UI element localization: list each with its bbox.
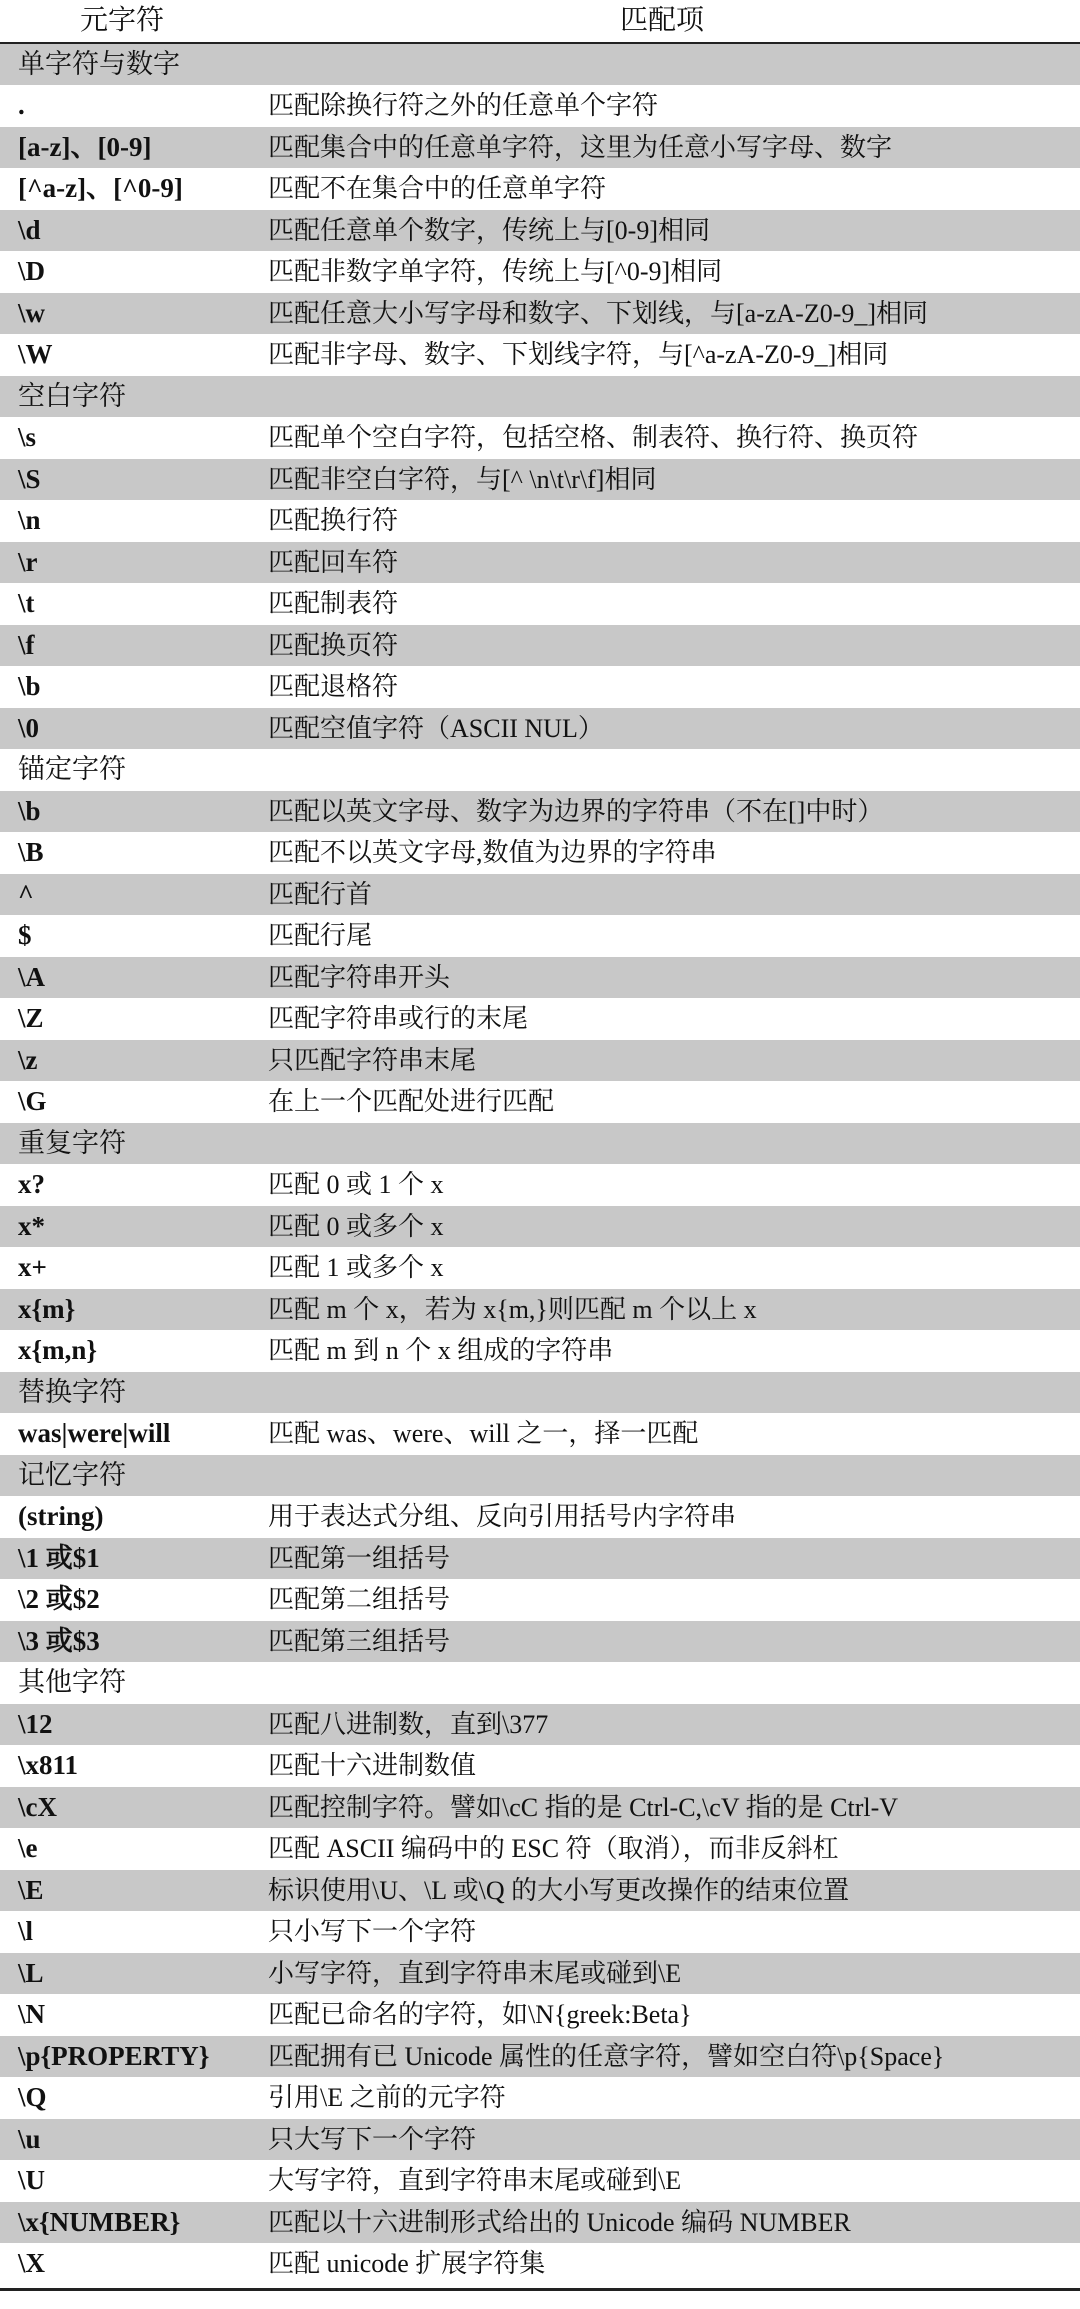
description-cell: 用于表达式分组、反向引用括号内字符串 — [268, 1502, 737, 1531]
table-row — [0, 1413, 1080, 1455]
table-row — [0, 1828, 1080, 1870]
metacharacter-cell: (string) — [18, 1501, 104, 1531]
table-row — [0, 251, 1080, 293]
metacharacter-cell: x{m} — [18, 1293, 76, 1324]
metacharacter-cell: \X — [18, 2248, 45, 2278]
description-cell: 匹配已命名的字符，如\N{greek:Beta} — [268, 2000, 692, 2029]
section-row — [0, 1455, 1080, 1497]
table-row — [0, 1745, 1080, 1787]
description-cell: 只匹配字符串末尾 — [268, 1045, 477, 1075]
table-row — [0, 1040, 1080, 1082]
bottom-rule — [0, 2288, 1080, 2291]
description-cell: 引用\E 之前的元字符 — [268, 2083, 506, 2112]
table-row — [0, 708, 1080, 750]
table-row — [0, 1621, 1080, 1663]
metacharacter-cell: \A — [18, 961, 45, 992]
description-cell: 匹配换行符 — [268, 506, 399, 535]
description-cell: 匹配 m 个 x，若为 x{m,}则匹配 m 个以上 x — [268, 1294, 757, 1324]
table-row — [0, 1538, 1080, 1580]
table-row — [0, 417, 1080, 459]
section-row — [0, 43, 1080, 86]
metacharacter-cell: was|were|will — [18, 1418, 171, 1448]
description-cell: 匹配第二组括号 — [268, 1585, 451, 1614]
description-cell: 匹配 1 或多个 x — [268, 1253, 444, 1282]
description-cell: 匹配字符串或行的末尾 — [268, 1004, 529, 1033]
table-row — [0, 1994, 1080, 2036]
metacharacter-cell: \d — [18, 214, 41, 245]
description-cell: 匹配非空白字符，与[^ \n\t\r\f]相同 — [268, 464, 657, 494]
description-cell: 匹配行尾 — [268, 921, 373, 950]
metacharacter-cell: \n — [18, 505, 41, 535]
table-row — [0, 2202, 1080, 2244]
description-cell: 匹配 0 或多个 x — [268, 1211, 444, 1241]
description-cell: 匹配 unicode 扩展字符集 — [268, 2249, 546, 2278]
description-cell: 在上一个匹配处进行匹配 — [268, 1087, 555, 1116]
table-row — [0, 85, 1080, 127]
metacharacter-cell: \N — [18, 1999, 45, 2029]
description-cell: 匹配控制字符。譬如\cC 指的是 Ctrl-C,\cV 指的是 Ctrl-V — [268, 1792, 899, 1822]
metacharacter-cell: \l — [18, 1916, 34, 1946]
metacharacter-cell: \z — [18, 1044, 38, 1075]
metacharacter-cell: \E — [18, 1874, 44, 1905]
description-cell: 匹配拥有已 Unicode 属性的任意字符，譬如空白符\p{Space} — [268, 2041, 945, 2071]
table-row — [0, 334, 1080, 376]
table-row — [0, 625, 1080, 667]
metacharacter-cell: \0 — [18, 712, 40, 743]
table-row — [0, 2077, 1080, 2119]
metacharacter-cell: \p{PROPERTY} — [18, 2040, 210, 2071]
metacharacter-cell: \t — [18, 588, 35, 618]
table-row — [0, 127, 1080, 169]
table-row — [0, 210, 1080, 252]
metacharacter-cell: \3 或$3 — [18, 1625, 100, 1656]
description-cell: 匹配单个空白字符，包括空格、制表符、换行符、换页符 — [268, 423, 919, 452]
column-header-symbol: 元字符 — [0, 0, 254, 43]
description-cell: 大写字符，直到字符串末尾或碰到\E — [268, 2166, 682, 2195]
metacharacter-cell: ^ — [18, 878, 34, 909]
description-cell: 标识使用\U、\L 或\Q 的大小写更改操作的结束位置 — [268, 1875, 850, 1905]
description-cell: 匹配任意单个数字，传统上与[0-9]相同 — [268, 215, 710, 245]
description-cell: 只小写下一个字符 — [268, 1917, 477, 1946]
description-cell: 匹配除换行符之外的任意单个字符 — [268, 91, 659, 120]
metacharacter-cell: \r — [18, 546, 38, 577]
metacharacter-cell: \L — [18, 1957, 44, 1988]
description-cell: 匹配制表符 — [268, 589, 399, 618]
description-cell: 匹配非数字单字符，传统上与[^0-9]相同 — [268, 257, 723, 286]
metacharacter-cell: \b — [18, 795, 41, 826]
table-row — [0, 1704, 1080, 1746]
metacharacter-cell: \Z — [18, 1003, 44, 1033]
metacharacter-cell: [a-z]、[0-9] — [18, 131, 152, 162]
metacharacter-cell: \x811 — [18, 1750, 79, 1780]
metacharacter-cell: x{m,n} — [18, 1335, 98, 1365]
description-cell: 匹配任意大小写字母和数字、下划线，与[a-zA-Z0-9_]相同 — [268, 298, 929, 328]
description-cell: 匹配 was、were、will 之一，择一匹配 — [268, 1419, 699, 1448]
table-row — [0, 1081, 1080, 1123]
section-label: 单字符与数字 — [18, 48, 180, 79]
description-cell: 匹配八进制数，直到\377 — [268, 1709, 549, 1739]
metacharacter-cell: \Q — [18, 2082, 47, 2112]
metacharacter-cell: \S — [18, 463, 41, 494]
table-row — [0, 915, 1080, 957]
metacharacter-cell: \U — [18, 2165, 45, 2195]
table-row — [0, 666, 1080, 708]
description-cell: 匹配十六进制数值 — [268, 1751, 477, 1780]
metacharacter-cell: \cX — [18, 1791, 57, 1822]
table-row — [0, 1164, 1080, 1206]
description-cell: 匹配非字母、数字、下划线字符，与[^a-zA-Z0-9_]相同 — [268, 340, 889, 369]
section-row — [0, 1123, 1080, 1165]
metacharacter-cell: [^a-z]、[^0-9] — [18, 173, 183, 203]
description-cell: 匹配字符串开头 — [268, 962, 451, 992]
description-cell: 匹配 ASCII 编码中的 ESC 符（取消），而非反斜杠 — [268, 1834, 839, 1863]
description-cell: 匹配空值字符（ASCII NUL） — [268, 713, 604, 743]
table-row — [0, 1247, 1080, 1289]
metacharacter-cell: \G — [18, 1086, 47, 1116]
metacharacter-cell: \b — [18, 671, 41, 701]
column-header-match: 匹配项 — [254, 0, 1080, 43]
table-row — [0, 1911, 1080, 1953]
description-cell: 匹配回车符 — [268, 547, 399, 577]
section-label: 记忆字符 — [18, 1459, 126, 1490]
section-row — [0, 1372, 1080, 1414]
table-row — [0, 2119, 1080, 2161]
table-row — [0, 2160, 1080, 2202]
table-row — [0, 293, 1080, 335]
section-row — [0, 749, 1080, 791]
table-row — [0, 1206, 1080, 1248]
table-row — [0, 957, 1080, 999]
table-row — [0, 1289, 1080, 1331]
metacharacter-cell: \u — [18, 2123, 41, 2154]
metacharacter-cell: \D — [18, 256, 45, 286]
description-cell: 匹配退格符 — [268, 672, 399, 701]
table-row — [0, 1579, 1080, 1621]
metacharacter-cell: \W — [18, 339, 53, 369]
metacharacter-cell: \1 或$1 — [18, 1542, 100, 1573]
section-label: 替换字符 — [18, 1376, 126, 1407]
metacharacter-cell: \w — [18, 297, 45, 328]
description-cell: 小写字符，直到字符串末尾或碰到\E — [268, 1958, 682, 1988]
table-row — [0, 459, 1080, 501]
table-row — [0, 791, 1080, 833]
table-row — [0, 168, 1080, 210]
description-cell: 匹配不以英文字母,数值为边界的字符串 — [268, 838, 717, 867]
section-label: 锚定字符 — [18, 754, 126, 784]
metacharacter-cell: x? — [18, 1169, 45, 1199]
description-cell: 匹配换页符 — [268, 630, 399, 660]
description-cell: 匹配以十六进制形式给出的 Unicode 编码 NUMBER — [268, 2207, 851, 2237]
section-label: 重复字符 — [18, 1127, 126, 1158]
table-row — [0, 1870, 1080, 1912]
table-row — [0, 998, 1080, 1040]
description-cell: 匹配第三组括号 — [268, 1626, 451, 1656]
description-cell: 匹配以英文字母、数字为边界的字符串（不在[]中时） — [268, 796, 884, 826]
table-header-row — [0, 0, 1080, 43]
section-row — [0, 1662, 1080, 1704]
table-row — [0, 1496, 1080, 1538]
description-cell: 匹配 0 或 1 个 x — [268, 1170, 444, 1199]
section-row — [0, 376, 1080, 418]
table-row — [0, 1787, 1080, 1829]
description-cell: 匹配行首 — [268, 879, 373, 909]
table-body — [0, 43, 1080, 2285]
description-cell: 匹配不在集合中的任意单字符 — [268, 174, 607, 203]
description-cell: 匹配集合中的任意单字符，这里为任意小写字母、数字 — [268, 132, 893, 162]
table-row — [0, 2243, 1080, 2285]
metacharacter-cell: \x{NUMBER} — [18, 2206, 181, 2237]
metacharacter-cell: x+ — [18, 1252, 47, 1282]
table-row — [0, 874, 1080, 916]
description-cell: 匹配第一组括号 — [268, 1543, 451, 1573]
metacharacter-cell: $ — [18, 920, 32, 950]
table-row — [0, 2036, 1080, 2078]
metacharacter-cell: . — [18, 90, 25, 120]
metacharacter-cell: \B — [18, 837, 44, 867]
table-row — [0, 1330, 1080, 1372]
description-cell: 匹配 m 到 n 个 x 组成的字符串 — [268, 1336, 614, 1365]
section-label: 其他字符 — [18, 1667, 126, 1697]
metacharacter-cell: \12 — [18, 1708, 53, 1739]
metacharacter-cell: \s — [18, 422, 37, 452]
metacharacter-cell: \e — [18, 1833, 38, 1863]
table-row — [0, 583, 1080, 625]
table-row — [0, 1953, 1080, 1995]
metacharacter-cell: \2 或$2 — [18, 1584, 100, 1614]
description-cell: 只大写下一个字符 — [268, 2124, 477, 2154]
table-row — [0, 832, 1080, 874]
section-label: 空白字符 — [18, 380, 126, 411]
table-row — [0, 542, 1080, 584]
metacharacter-cell: x* — [18, 1210, 45, 1241]
metacharacter-cell: \f — [18, 629, 35, 660]
table-row — [0, 500, 1080, 542]
